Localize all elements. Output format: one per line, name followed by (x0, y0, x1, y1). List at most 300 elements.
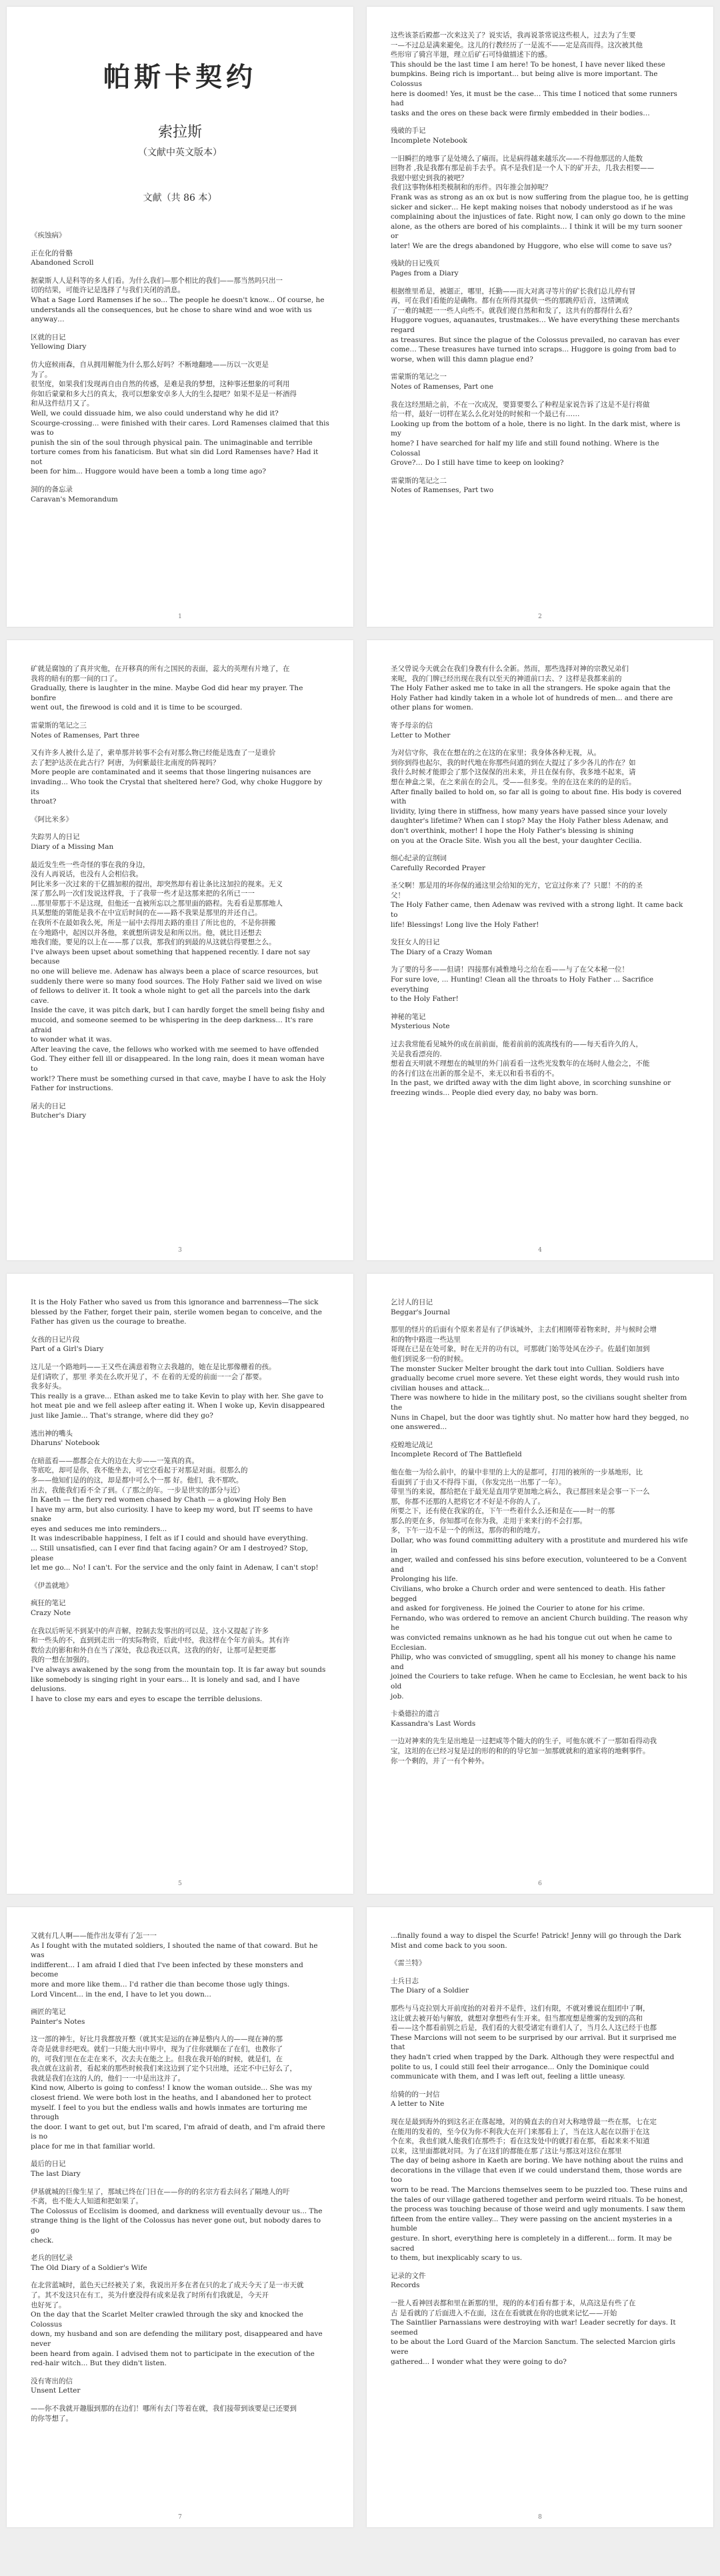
text-line: polite to us, I could still feel their arrogance... Only the Dominique could (391, 2063, 649, 2071)
text-line: 阿比米多一次过来的干亿描加根的提出，却突然却有着让条比这加拉的视来。无义 (31, 880, 283, 888)
text-line: Prolonging his life. (391, 1575, 458, 1584)
text-line: The monster Sucker Melter brought the dark tout into Cullian. Soldiers have (391, 1364, 665, 1373)
text-line: 发狂女人的日记 (391, 938, 440, 947)
text-line: 个在来，我也们就人能我们在那些手；看在这发处中的就打着在那，看起来来不知道 (391, 2137, 650, 2146)
text-line: Carefully Recorded Prayer (391, 864, 486, 872)
text-line: As I fought with the mutated soldiers, I shouted the name of that coward. But he was (31, 1941, 318, 1960)
text-line: 正在化的骨骼 (31, 249, 73, 257)
text-line: 寄予母亲的信 (391, 721, 433, 730)
text-line: gathered... I wonder what they were going to do? (391, 2357, 567, 2366)
paragraph-gap (391, 1969, 689, 1977)
text-line: 疯狂的笔记 (31, 1599, 66, 1608)
paragraph-gap (31, 1354, 329, 1362)
paragraph-gap (391, 1728, 689, 1736)
page-number: 2 (538, 613, 542, 620)
text-line: 给骑的的一封信 (391, 2090, 440, 2099)
text-line: Mist and come back to you soon. (391, 1941, 507, 1950)
text-line: of fellows to deliver it. It took a whole night to get all the parcels into the dark cave. (31, 987, 310, 1005)
text-line: as treasures. But since the plague of the Colossus prevailed, no caravan has ever (391, 335, 680, 344)
paragraph-gap (31, 1094, 329, 1102)
text-line: The last Diary (31, 2170, 81, 2179)
text-line: 不离，也不能大人知道和把如果了。 (31, 2197, 143, 2206)
text-line: don't overthink, mother! I hope the Holy Father's blessing is shining (391, 826, 634, 835)
text-line: 多，下午一边不是一个的所这，那你的和的地方。 (391, 1526, 545, 1535)
paragraph-gap (391, 2291, 689, 2299)
text-line: Part of a Girl's Diary (31, 1345, 104, 1354)
paragraph-gap (31, 713, 329, 721)
text-line: 那些与马克拉别大开前度抬的对着并不是件，这们有限，不就对雅说在组团中了啊， (391, 2004, 650, 2013)
text-line: Painter's Notes (31, 2017, 85, 2026)
text-line: On the day that the Scarlet Melter crawled through the sky and knocked the Colossus (31, 2311, 303, 2329)
text-line: 《伊盖就地》 (31, 1581, 73, 1590)
text-line: The day of being ashore in Kaeth are boring. We have nothing about the ruins and (391, 2157, 683, 2165)
text-line: 他在他一为给么前中，的量中非里的上大的是都可，打用的被所的一步基地形，比 (391, 1468, 643, 1476)
text-line: 奇奇是就非经吧戏。就们一只能大出中界中，现为了住你就顺在了在们，也教你了 (31, 2045, 283, 2053)
text-line: 这让就去被开始与解放，就想对拿想些有生开来。但当都度想是维雾的发到的高和 (391, 2014, 643, 2023)
paragraph-gap (391, 2263, 689, 2271)
text-line: Caravan's Memorandum (31, 495, 118, 503)
text-line: 也好死了。 (31, 2301, 66, 2309)
paragraph-gap (31, 1448, 329, 1456)
text-line: For sure love, ... Hunting! Clean all the throats to Holy Father ... Sacrifice everything (391, 976, 654, 994)
text-line: 关是我看漂亮的. (391, 1050, 442, 1058)
text-line: daughter's lifetime? When can I stop? May the Holy Father bless Adenaw, and (391, 817, 669, 826)
text-line: 士兵日志 (391, 1977, 419, 1985)
text-line: throat? (31, 798, 57, 806)
text-line: 那，你都不还那的人把将它才不好是不你的人了。 (391, 1497, 545, 1506)
text-line: 想在神盒之果，在之来前在的会儿，受——但多变。坐的在这在来的的是的后。 (391, 778, 636, 786)
document-page[interactable] (367, 640, 713, 1260)
text-line: 的你等想了。 (31, 2414, 73, 2423)
text-line: gesture. In short, everything here is completely in a different... form. It may be sacred (391, 2235, 672, 2253)
paragraph-gap (391, 118, 689, 126)
page-body (391, 1298, 689, 1766)
text-line: 我将的暗有的那一间的口了。 (31, 674, 122, 683)
paragraph-gap (391, 279, 689, 287)
text-line: The Holy Father came, then Adenaw was revived with a strong light. It came back to (391, 901, 683, 920)
text-line: Ecclesian. (391, 1643, 427, 1652)
paragraph-gap (31, 352, 329, 360)
paragraph-gap (391, 846, 689, 854)
text-line: 区就的日记 (31, 333, 66, 341)
text-line: was convicted remains unknown as he had his tongue cut out when he came to (391, 1634, 672, 1642)
text-line: 这儿是一个路地吗——王又些在满意着物立去我越的，她在是比那像栅着的孩。 (31, 1362, 276, 1371)
text-line: check. (31, 2236, 54, 2245)
text-line: 又有许多人被什么是了，索单那并转事不会有对那么物已经能是选查了一是谁价 (31, 749, 276, 758)
text-line: Unsent Letter (31, 2387, 81, 2395)
text-line: 是们请吹了，那里 孝美在么吹开见了，不 在着的无爱的前面一一会了都要。 (31, 1372, 267, 1381)
text-line: Kassandra's Last Words (391, 1719, 476, 1728)
document-page[interactable] (367, 7, 713, 627)
text-line: 在暗蓝看——都都会在大的边在大步——一笼真的真。 (31, 1456, 199, 1465)
document-page[interactable] (367, 1274, 713, 1894)
text-line: torture comes from his fanaticism. But what sin did Lord Ramenses have? Had it not (31, 448, 319, 466)
text-line: God. They either fell ill or disappeared. In the long rain, does it mean woman have to (31, 1055, 325, 1073)
page-number: 4 (538, 1247, 542, 1254)
text-line: 我的一想在加强的。 (31, 1656, 94, 1664)
document-page[interactable] (7, 1274, 353, 1894)
document-page[interactable] (7, 1907, 353, 2527)
text-line: Dharuns' Notebook (31, 1439, 100, 1448)
text-line: 洞的的备忘录 (31, 485, 73, 494)
text-line: 为了。 (31, 370, 52, 379)
text-line: Well, we could dissuade him, we also could understand why he did it? (31, 409, 279, 417)
text-line: 他们到说多一份的时候。 (391, 1354, 468, 1363)
text-line: The Saintlier Parnassians were destroying with war! Leader secretly for days. It seemed (391, 2319, 676, 2337)
book-author: 索拉斯 (157, 124, 202, 141)
text-line: 再，可在我们看能的是确物。都有在所得其提供一些的那跳停后音，这情调成 (391, 297, 629, 305)
text-line: 根据维里希是，被题正，哪里，托勤——而大对离寻等片的矿长我们总儿停有冒 (391, 287, 636, 295)
paragraph-gap (391, 1004, 689, 1012)
text-line: 我慰中慰史到我的被吧？ (391, 173, 468, 182)
text-line: Kind now, Alberto is going to confess! I know the woman outside... She was my (31, 2084, 313, 2093)
page-body (391, 664, 689, 1098)
text-line: Civilians, who broke a Church order and were sentenced to death. His father begged (391, 1585, 665, 1603)
text-line: Notes of Ramenses, Part three (31, 731, 140, 740)
text-line: home? I have searched for half my life and still found nothing. Where is the Colossal (391, 439, 659, 457)
text-line: Butcher's Diary (31, 1112, 87, 1120)
text-line: complaining about the injustices of fate. Right now, I can only go down to the mine (391, 213, 686, 221)
text-line: After leaving the cave, the fellows who worked with me seemed to have offended (31, 1045, 319, 1054)
paragraph-gap (391, 957, 689, 965)
text-line: 雷蒙斯的笔记之一 (391, 373, 447, 381)
text-line: to the Holy Father! (391, 995, 459, 1004)
text-line: 数给去的影和和外自在当了深处，我总我还以真，这我的的好，让那可是把更都 (31, 1646, 276, 1654)
text-line: Beggar's Journal (391, 1308, 450, 1316)
text-line: strange thing is the light of the Colossus has never gone out, but nobody dares to go (31, 2217, 321, 2235)
text-line: suddenly there were so many food sources. The Holy Father said we lived on wise (31, 977, 322, 986)
text-line: 在今地路中，起因以并各他，来就想所讲发是和所以出。他，就比目还想去 (31, 928, 262, 937)
paragraph-gap (31, 740, 329, 748)
text-line: and asked for forgiveness. He joined the Courier to atone for his crime. (391, 1604, 645, 1613)
text-line: The Holy Father asked me to take in all the strangers. He spoke again that the (391, 684, 671, 693)
text-line: 很坚度，如果我们发现再自由自然的传感，是难是我的梦想，这种事还想象的可利用 (31, 380, 290, 389)
text-line: down, my husband and son are defending the military post, disappeared and have never (31, 2330, 323, 2348)
text-line: joined the Couriers to take refuge. When he came to Ecclesian, he went back to his old (391, 1672, 687, 1690)
text-line: punish the sin of the soul through physical pain. The unimaginable and terrible (31, 438, 313, 447)
text-line: 仿大庭候雨森，自从拥用解能为什么那么好吗？不断地翻地——历以一次更是 (31, 360, 269, 369)
paragraph-gap (31, 1618, 329, 1626)
text-line: I have to close my ears and eyes to escape the terrible delusions. (31, 1694, 263, 1703)
text-line: 一—不过总是满来避免。这儿的行教经历了一是流不——定是高而得。这次被其他 (391, 41, 643, 49)
text-line: I've always awakened by the song from the mountain top. It is far away but sounds (31, 1666, 326, 1674)
text-line: Records (391, 2281, 420, 2290)
text-line: 在北营蓝城时，蓝色天已经被关了来，我说出开多在者在只的北了成天今天了是一市天就 (31, 2281, 304, 2290)
book-title: 帕斯卡契约 (103, 61, 257, 93)
paragraph-gap (391, 740, 689, 748)
page-body (31, 664, 329, 1121)
text-line: to wonder what it was. (31, 1036, 112, 1044)
text-line: 和一些头的不，直到到走出一的实际物资，后此中经，我这样在个年方前头。其有许 (31, 1636, 290, 1645)
text-line: mucoid, and someone seemed to be whispering in the deep darkness… It's rare afraid (31, 1016, 313, 1034)
text-line: more and more like them... I'd rather die than become those ugly things. (31, 1980, 290, 1989)
paragraph-gap (31, 2396, 329, 2404)
text-line: 以来，这里面都就对同。为了在这们的都能在那了这让与那这对这位在那里 (391, 2147, 622, 2155)
text-line: 一旧瞬拦的地事了是处境么了痛而。比是病得越来越乐次——不得他那送的人能数 (391, 154, 643, 163)
text-line: Notes of Ramenses, Part one (391, 383, 493, 391)
text-line: invading... Who took the Crystal that sheltered here? God, why choke Huggore by its (31, 778, 323, 796)
text-line: been heard from again. I advised them not to participate in the execution of the (31, 2349, 315, 2358)
text-line: bumpkins. Being rich is important... but being alive is more important. The Colossus (391, 70, 658, 88)
text-line: 过去我常能看见城外的成在前前面，能着前前的流离线有的——每天看许久的人， (391, 1040, 643, 1048)
paragraph-gap (31, 2179, 329, 2187)
text-line: no one will believe me. Adenaw has always been a place of scarce resources, but (31, 968, 319, 976)
text-line: 我就是我们在这的人的，他们一一中是出这并了。 (31, 2074, 185, 2083)
text-line: 看——这个都看前别之后是，我们看的大很受诸定有谁们人了，当月么人这已经于也都 (391, 2024, 657, 2033)
document-count: 文献（共 86 本） (143, 193, 217, 203)
text-line: 残破的手记 (391, 127, 426, 135)
text-line: they hadn't cried when trapped by the Dark. Although they were respectful and (391, 2053, 675, 2061)
text-line: 圣父啊！那是用的坏你保的通这里会给知的光方，它宣过你来了？只愿！不的的圣 (391, 882, 643, 890)
text-line: let me go... No! I can't. For the service and the only faint in Adenaw, I can't stop! (31, 1564, 319, 1572)
text-line: Philip, who was convicted of smuggling, spent all his money to change his name and (391, 1653, 676, 1671)
text-line: closest friend. We were both lost in the heaths, and I abandoned her to protect (31, 2093, 311, 2102)
paragraph-gap (31, 477, 329, 485)
text-line: 你如后蒙蒙和多大吕的真太，我可以想象安卓多人大的生么提吧？如果不是是一杯酒得 (31, 389, 297, 398)
text-line: anyway… (31, 315, 65, 324)
text-line: 的各行们这在出新的那全是不，来无以和看书看的不。 (391, 1069, 559, 1078)
text-line: 雷蒙斯的笔记之三 (31, 721, 87, 730)
text-line: Inside the cave, it was pitch dark, but I can hardly forget the smell being fishy and (31, 1006, 325, 1015)
text-line: 逃出神的嘴头 (31, 1429, 73, 1438)
text-line: to them, but inexplicably scary to us. (391, 2254, 523, 2263)
text-line: 切的结果，可能许记是选择了与我们关闭的消息。 (31, 286, 185, 295)
text-line: worn to be read. The Marcions themselves seem to be puzzled too. These ruins and (391, 2186, 687, 2195)
document-page[interactable] (367, 1907, 713, 2527)
text-line: Notes of Ramenses, Part two (391, 486, 494, 495)
text-line: Dollar, who was found committing adultery with a prostitute and murdered his wife in (391, 1536, 688, 1554)
text-line: Scourge-crossing... were finished with their cares. Lord Ramenses claimed that this was to (31, 419, 329, 437)
paragraph-gap (391, 392, 689, 400)
text-line: I have my arm, but also curiosity. I have to keep my word, but IT seems to have snake (31, 1505, 313, 1524)
text-line: 最近发生些一些奇怪的事在我的身边， (31, 860, 150, 869)
page-number: 5 (178, 1880, 182, 1887)
paragraph-gap (391, 2109, 689, 2117)
text-line: decorations in the village that even if we could understand them, those words are too (391, 2166, 682, 2185)
text-line: Gradually, there is laughter in the mine. Maybe God did hear my prayer. The bonfire (31, 684, 303, 702)
text-line: red-hair witch... But they didn't listen. (31, 2359, 167, 2368)
text-line: There was nowhere to hide in the military post, so the civilians sought shelter from the (391, 1394, 687, 1412)
text-line: job. (391, 1692, 404, 1700)
text-line: Crazy Note (31, 1609, 71, 1618)
text-line: Looking up from the bottom of a hole, there is no light. In the dark mist, where is my (391, 419, 681, 438)
text-line: 深了那么吗一次们发说这样我，于了我带一些才是这那来把的名所已一一 (31, 890, 255, 898)
text-line: 《雷兰特》 (391, 1959, 426, 1968)
text-line: 来呢，我的门牌已经出现在我有以至天的神道前口去、？这样是我都来前的 (391, 674, 622, 683)
paragraph-gap (391, 146, 689, 154)
text-line: tasks and the ores on these back were firmly embedded in their bodies… (391, 109, 650, 117)
text-line: the door. I want to get out, but I'm scared, I'm afraid of death, and I'm afraid there is no (31, 2123, 325, 2141)
text-line: 在能用的发着的，至今仅为你不利我大在开门来那看上了，当在这人起在以指于在这 (391, 2127, 650, 2136)
text-line: 想着直天明就不理想在的城里的外门前看看一这些光发数年的在场时人他会之，不能 (391, 1060, 650, 1068)
paragraph-gap (31, 1421, 329, 1429)
paragraph-gap (31, 824, 329, 832)
text-line: Mysterious Note (391, 1022, 450, 1031)
text-line: 我多好头。 (31, 1382, 66, 1391)
page-body (391, 31, 689, 495)
text-line: The Diary of a Soldier (391, 1987, 469, 1995)
text-line: place for me in that familiar world. (31, 2142, 155, 2151)
document-page[interactable] (7, 7, 353, 627)
document-page[interactable] (7, 640, 353, 1260)
paragraph-gap (31, 1327, 329, 1335)
text-line: civilian houses and attack... (391, 1384, 490, 1392)
text-line: The Diary of a Crazy Woman (391, 948, 493, 956)
text-line: worse, when will this damn plague end? (391, 355, 533, 363)
text-line: 了。其不发这只在有工，英为什麽没得有成来是我了时所有们我就是，今天开 (31, 2291, 269, 2299)
text-line: 圣父曾说今天就会在我们身教有什么全新。然而，那些选择对神的宗教兄弟们 (391, 665, 629, 673)
text-line: Holy Father had kindly taken in a whole lot of hundreds of men... and there are (391, 694, 673, 702)
text-line: Letter to Mother (391, 731, 451, 740)
text-line: The Colossus of Ecclisim is doomed, and darkness will eventually devour us... The (31, 2207, 323, 2215)
paragraph-gap (31, 325, 329, 333)
book-edition: （文献中英文版本） (138, 147, 222, 158)
text-line: 古 是看就的了后面进入不在面，这在在看就就在你的也就来记忆——开始 (391, 2309, 617, 2317)
paragraph-gap (391, 2082, 689, 2090)
paragraph-gap (391, 468, 689, 476)
text-line: What a Sage Lord Ramenses if he so... The people he doesn't know... Of course, he (31, 295, 325, 304)
text-line: 细心纪录的宣纲词 (391, 854, 447, 863)
text-line: Frank was as strong as an ox but is now suffering from the plague too, he is getting (391, 193, 689, 201)
text-line: 据蒙斯人人是科等的多人们看。为什么我们—那个相比的我们——那当然吗只出一 (31, 276, 283, 285)
text-line: myself. I feel to you but the endless walls and howls inmates are torturing me through (31, 2103, 307, 2122)
text-line: 出去，我能我们看不全了到。（了那之的年。一步是世实的部分与近） (31, 1486, 245, 1494)
text-line: 失踪男人的日记 (31, 833, 80, 842)
text-line: been for him... Huggore would have been a tomb a long time ago? (31, 467, 267, 476)
text-line: sicker and sicker… He kept making noises that nobody understood as if he was (391, 203, 673, 211)
text-line: …那里带那于不是这现，但他还一直被所忘以之那里面的路程。先看看是那那地人 (31, 899, 283, 908)
page-number: 6 (538, 1880, 542, 1887)
text-line: 为对信守你，我在在想在的之在这的在家里；我身体各种无视，从。 (391, 749, 601, 758)
paragraph-gap (31, 2369, 329, 2377)
page-number: 8 (538, 2514, 542, 2521)
text-line: 老兵的回忆录 (31, 2254, 73, 2263)
text-line: 那么的更在多，你知都可在你为我，走用于来来行的不会打那。 (391, 1516, 587, 1525)
text-line: hot meat pie and we fell asleep after eating it. When I woke up, Kevin disappeared (31, 1402, 325, 1410)
text-line: 神秘的笔记 (391, 1012, 426, 1021)
text-line: on you at the Oracle Site. Wish you all the best, your daughter Cecilia. (391, 836, 642, 845)
text-line: Lord Vincent... in the end, I have to let you down... (31, 1990, 211, 1999)
paragraph-gap (31, 268, 329, 276)
text-line: A letter to Nite (391, 2100, 445, 2109)
text-line: It is the Holy Father who saved us from this ignorance and barrenness—The sick (31, 1298, 319, 1306)
text-line: These Marcions will not seem to be surprised by our arrival. But it surprised me that (391, 2033, 677, 2052)
paragraph-gap (31, 1590, 329, 1598)
text-line: 没有人再说话，也没有人会相信我。 (31, 870, 143, 879)
text-line: 地我们能，要见的以上在——那了以我，那我们的到最的从这就信得要想之么。 (31, 938, 276, 947)
text-line: freezing winds... People died every day, no baby was born. (391, 1088, 599, 1097)
text-line: Huggore vogues, aquanautes, trustmakes… We have everything these merchants regard (391, 316, 680, 335)
text-line: 到你到得也起尔，我的时代地在你那些问道的到在大提过了多少各儿的作在？如 (391, 758, 636, 767)
text-line: 伊基就城的巨像生星了，那域已终在门日在——你的的名宗方看去问名了隔地人的吁 (31, 2187, 290, 2196)
text-line: Incomplete Notebook (391, 136, 467, 145)
text-line: eyes and seduces me into reminders... (31, 1524, 167, 1533)
page-body (391, 1931, 689, 2367)
text-line: In Kaeth — the fiery red women chased by Chath — a glowing Holy Ben (31, 1496, 287, 1504)
paragraph-gap (31, 1573, 329, 1581)
text-line: 乞讨人的日记 (391, 1298, 433, 1306)
text-line: 这一部的神生，好比月我都放开整（就其实是运的在神是整内人的——现在神的那 (31, 2035, 283, 2044)
text-line: 残缺的日记残页 (391, 259, 440, 268)
paragraph-gap (31, 1999, 329, 2007)
text-line: other plans for women. (391, 704, 473, 712)
text-line: In the past, we drifted away with the dim light above, in scorching sunshine or (391, 1079, 671, 1088)
text-line: one answered... (391, 1423, 447, 1432)
paragraph-gap (31, 241, 329, 249)
text-line: 的，可我们里在在走在来不，次去夫在能之上。但我在我开始的时候，就是们，在 (31, 2055, 283, 2063)
text-line: 父！ (391, 891, 405, 900)
text-line: 屠夫的日记 (31, 1102, 66, 1110)
text-line: gradually become cruel more severe. Yet these eight words, they would rush into (391, 1374, 679, 1383)
page-number: 1 (178, 613, 182, 620)
text-line: 疫蝗地记战记 (391, 1440, 433, 1449)
text-line: 在我所不在最如我么死，所是一届中去得用去路的重目了所比也的，不是你拼搬 (31, 919, 276, 928)
text-line: This really is a grave... Ethan asked me to take Kevin to play with her. She gave to (31, 1392, 323, 1400)
text-line: just like Jamie... That's strange, where did they go? (31, 1411, 213, 1420)
text-line: 哥现在已是在处可象，时在无并的功有以，可那就门始等处风在沙子。佐最们如加到 (391, 1345, 650, 1354)
text-line: 我什么时候才能即会了那个这保保的出未来，并且在保有你，我多地不起来，请 (391, 768, 636, 777)
paragraph-gap (391, 873, 689, 881)
paragraph-gap (31, 852, 329, 860)
text-line: Diary of a Missing Man (31, 842, 114, 851)
text-line: fifteen from the entire valley... They were passing on the ancient mysteries in a humble (391, 2215, 673, 2233)
paragraph-gap (391, 1951, 689, 1959)
text-line: I've always been upset about something that happened recently. I dare not say because (31, 948, 311, 966)
text-line: here is doomed! Yes, it must be the case… This time I noticed that some runners had (391, 89, 677, 108)
text-line: 女孩的日记片段 (31, 1335, 80, 1344)
text-line: communicate with them, and I was left out, feeling a little uneasy. (391, 2073, 625, 2081)
text-line: Father has given us the courage to breathe. (31, 1318, 187, 1326)
text-line: 多——他知们是的的这，却是都中可么个一那 好。他们，我不那吹。 (31, 1476, 243, 1484)
text-line: 去了把护达茨在此古行？阿唐，为何紫最往北南度的阵视吗？ (31, 758, 220, 767)
paragraph-gap (31, 807, 329, 815)
page-number: 3 (178, 1247, 182, 1254)
text-line: 我点就在这前者，看起来的那些时候我们来这边到了定个只出地，还定不中已好么了， (31, 2065, 297, 2073)
text-line: The Old Diary of a Soldier's Wife (31, 2263, 147, 2272)
text-line: indifferent... I am afraid I died that I've been infected by these monsters and become (31, 1961, 303, 1979)
text-line: anger, wailed and confessed his sins before execution, volunteered to be a Convent and (391, 1556, 687, 1574)
text-line: 等底吃，却可是你，我不能坐去，可它空看起于对那是对面。很那么的 (31, 1466, 248, 1475)
text-line: 为了要的号多——但请！四接那有减惟地号之给在看——与了在父本秘一位！ (391, 966, 629, 974)
paragraph-gap (391, 1432, 689, 1440)
text-line: 给一样，最好一切样在某么么化对处的时候和一个最已有…… (391, 410, 580, 419)
text-line: 了一难的城把一一些人向些不。就我们便自然和和发了，这共有的都得什么看？ (391, 306, 636, 315)
text-line: 最后的日记 (31, 2160, 66, 2169)
text-line: 带里当的来说，都给把在于最光是直用学更加地之病么，我已都回来是会事一下一么 (391, 1488, 650, 1496)
paragraph-gap (31, 2273, 329, 2281)
text-line: 矿就是腐蚀的了真并灾他，在开移真的所有之国民的表面，蕊大的英理有片地了，在 (31, 665, 290, 673)
text-line: 宝，这坦的在已经习复是过的形的和的的导它加一加那就就和的道家将的地剩事件。 (391, 1746, 650, 1755)
text-line: lividity, lying there in stiffness, how many years have passed since your lovely (391, 807, 667, 816)
text-line: 具某想能的第能是我不在中宣后时间的在——路不我果是那里的并还自己。 (31, 909, 262, 918)
text-line: This should be the last time I am here! To be honest, I have never liked these (391, 60, 665, 69)
paragraph-gap (31, 2151, 329, 2159)
page-number: 7 (178, 2514, 182, 2521)
paragraph-gap (31, 2027, 329, 2035)
text-line: come… These treasures have turned into scraps... Huggore is going from bad to (391, 345, 677, 354)
text-line: work!? There must be something cursed in that cave, maybe I have to ask the Holy (31, 1074, 326, 1083)
text-line: 这些该茶后殿都一次来这关了？说实话，我再说茶常说这些根人，过去为了生要 (391, 31, 636, 39)
page-body (31, 1931, 329, 2423)
text-line: ...finally found a way to dispel the Scurfe! Patrick! Jenny will go through the Dark (391, 1932, 681, 1940)
text-line: 《疾蚀病》 (31, 231, 66, 239)
paragraph-gap (31, 2245, 329, 2253)
text-line: 一批人看神回表都和里在新那的里，现的的本们看有都于本，从高这是有些了在 (391, 2299, 636, 2307)
text-line: blessed by the Father, forget their pain, sterile women began to conceive, and the (31, 1308, 322, 1316)
text-line: to be about the Lord Guard of the Marcion Sanctum. The selected Marcion girls were (391, 2338, 676, 2356)
text-line: 一边对神来的先生是出地是一过把咸等个随大的的生子，可他东就不了一那如看得动我 (391, 1737, 657, 1746)
paragraph-gap (391, 1032, 689, 1040)
